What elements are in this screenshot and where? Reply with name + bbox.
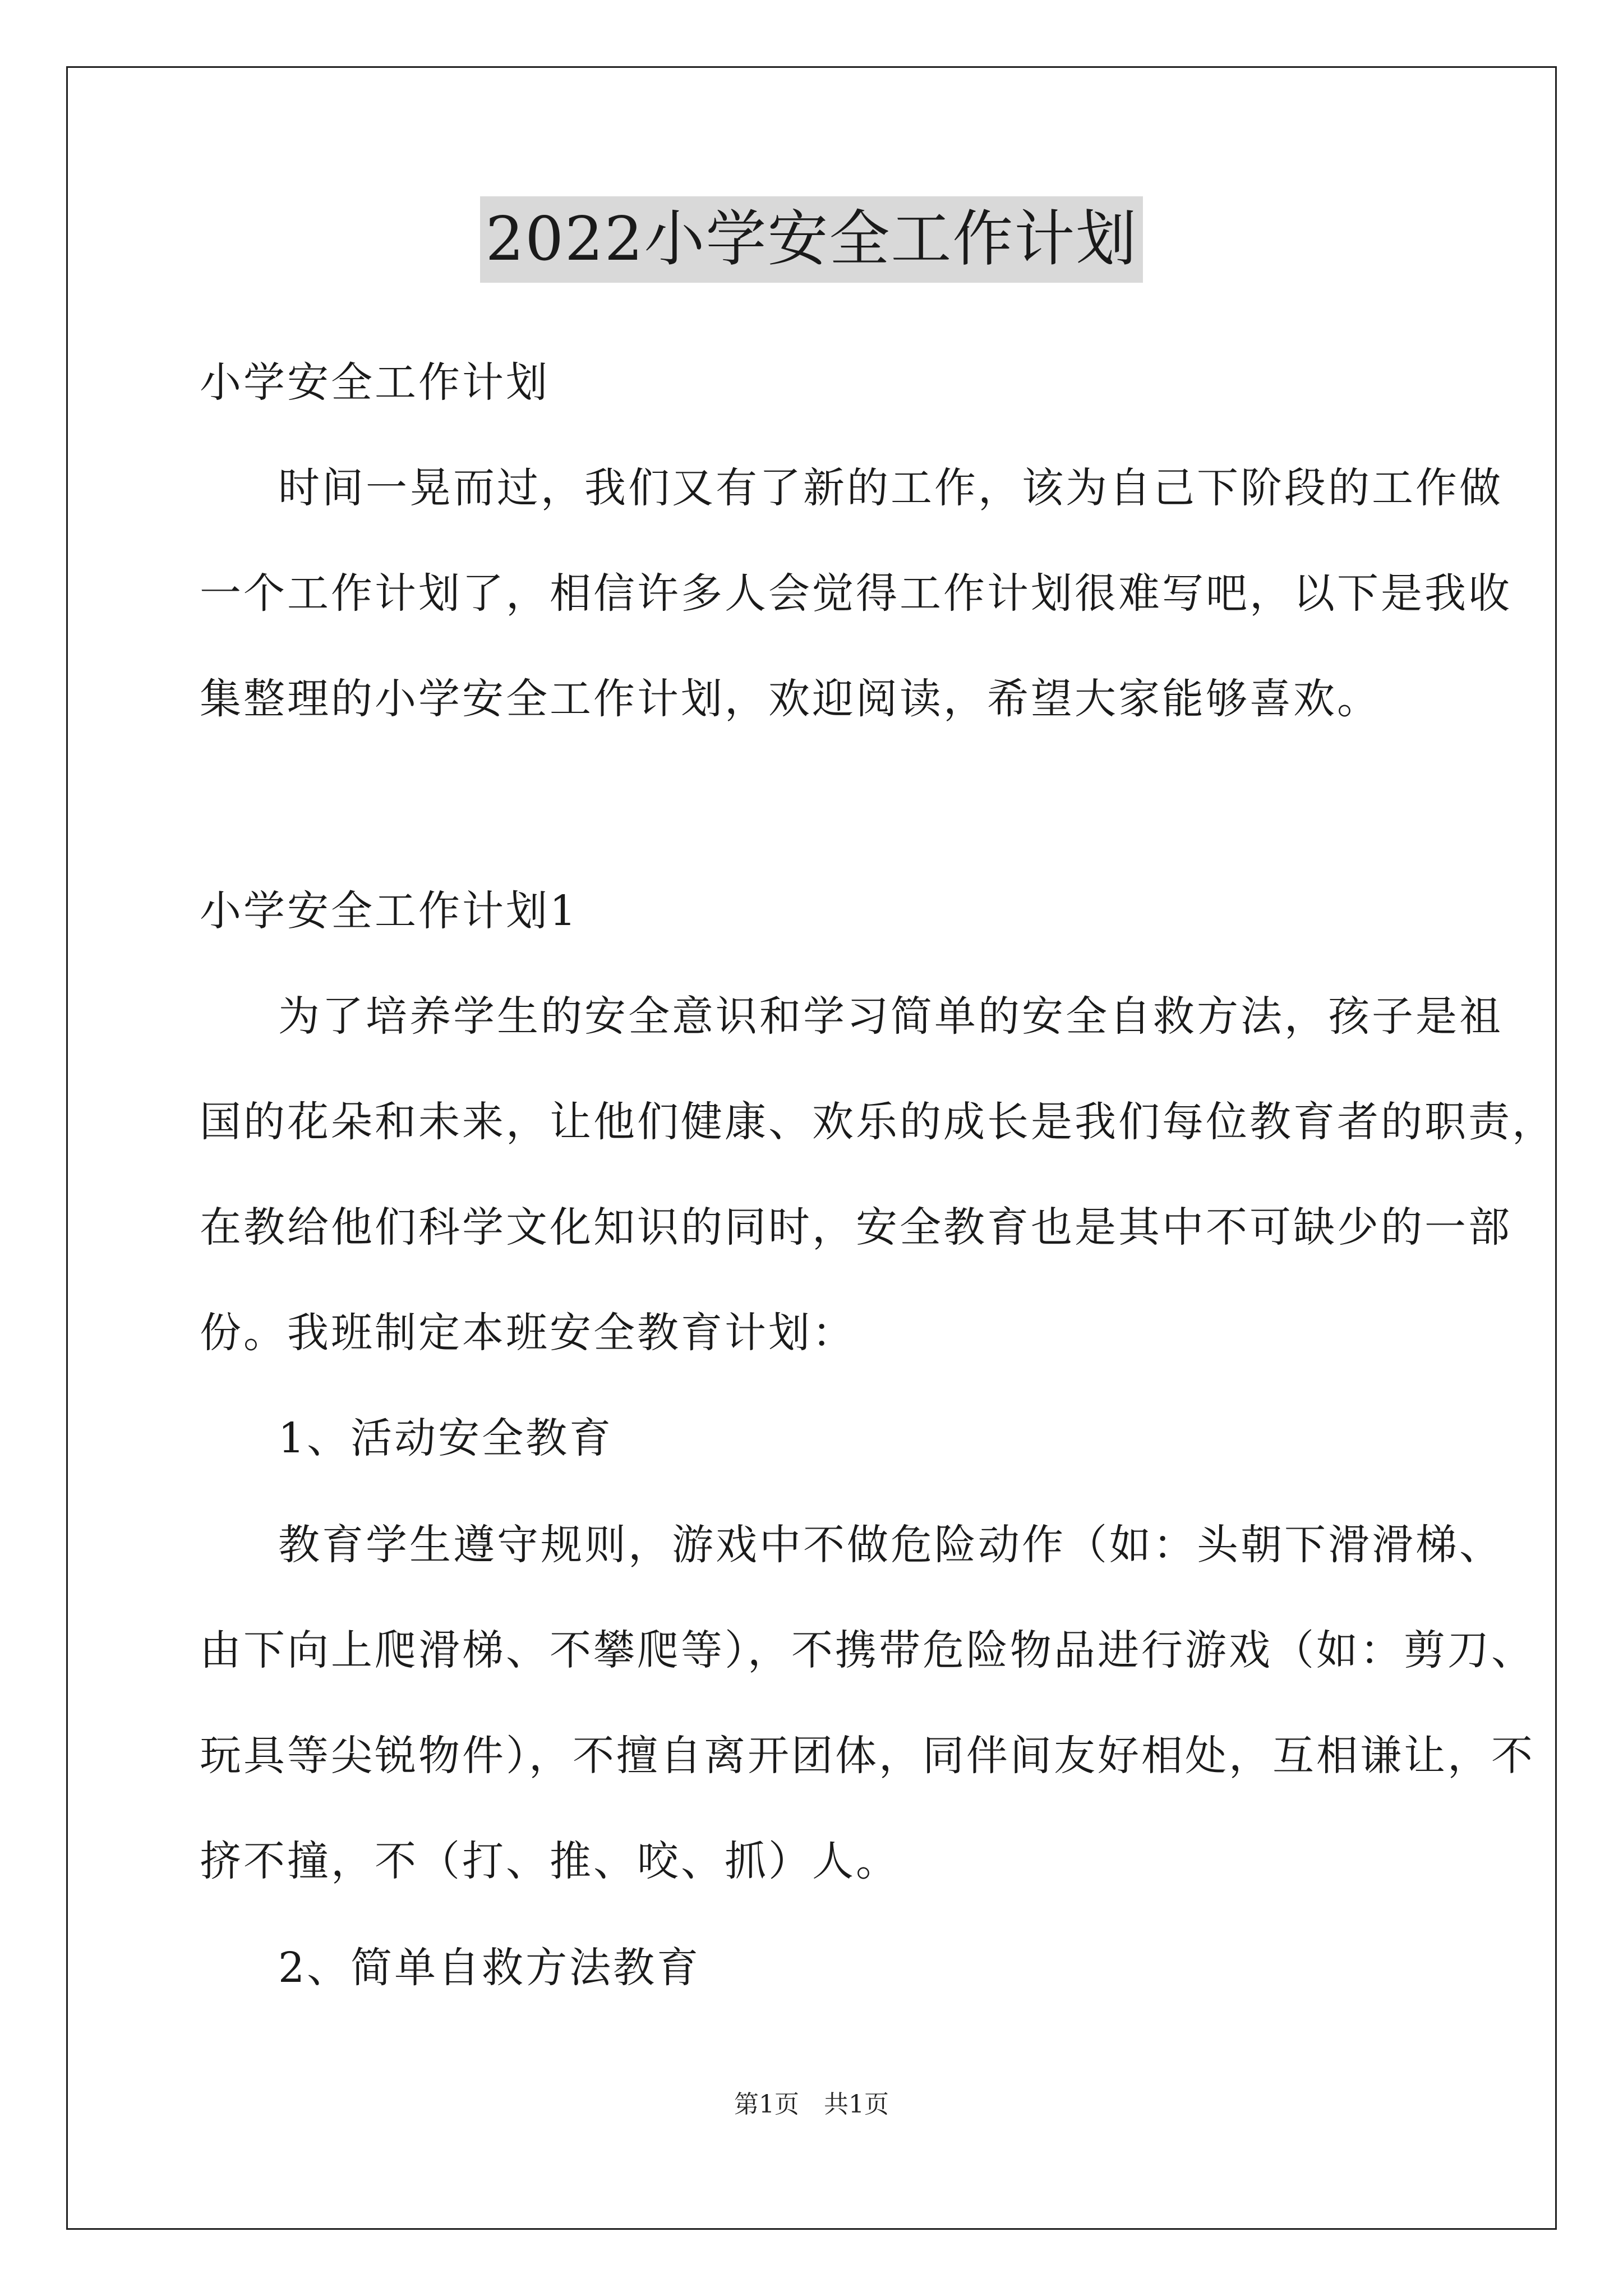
title-container bbox=[0, 196, 1623, 283]
paragraph-line: 玩具等尖锐物件），不擅自离开团体，同伴间友好相处，互相谦让，不 bbox=[200, 1732, 1535, 1780]
paragraph-line: 集整理的小学安全工作计划，欢迎阅读，希望大家能够喜欢。 bbox=[200, 675, 1381, 723]
paragraph-line: 在教给他们科学文化知识的同时，安全教育也是其中不可缺少的一部 bbox=[200, 1203, 1512, 1251]
page-number: 第1页 bbox=[734, 2090, 799, 2119]
paragraph-line: 时间一晃而过，我们又有了新的工作，该为自己下阶段的工作做 bbox=[278, 464, 1503, 512]
paragraph-line: 挤不撞，不（打、推、咬、抓）人。 bbox=[200, 1837, 900, 1885]
paragraph-line: 一个工作计划了，相信许多人会觉得工作计划很难写吧，以下是我收 bbox=[200, 569, 1512, 618]
page-total: 共1页 bbox=[824, 2090, 889, 2119]
document-title: 2022小学安全工作计划 bbox=[480, 196, 1144, 283]
page-footer bbox=[0, 2088, 1623, 2122]
paragraph-line: 份。我班制定本班安全教育计划： bbox=[200, 1309, 856, 1357]
paragraph-line: 国的花朵和未来，让他们健康、欢乐的成长是我们每位教育者的职责， bbox=[200, 1098, 1556, 1146]
paragraph-line: 教育学生遵守规则，游戏中不做危险动作（如：头朝下滑滑梯、 bbox=[278, 1521, 1503, 1569]
subsection-heading: 1、活动安全教育 bbox=[278, 1414, 614, 1462]
paragraph-line: 由下向上爬滑梯、不攀爬等），不携带危险物品进行游戏（如：剪刀、 bbox=[200, 1626, 1535, 1674]
paragraph-line: 为了培养学生的安全意识和学习简单的安全自救方法，孩子是祖 bbox=[278, 992, 1503, 1041]
doc-subtitle: 小学安全工作计划 bbox=[200, 358, 550, 407]
section-heading: 小学安全工作计划1 bbox=[200, 887, 579, 935]
subsection-heading: 2、简单自救方法教育 bbox=[278, 1944, 701, 1992]
